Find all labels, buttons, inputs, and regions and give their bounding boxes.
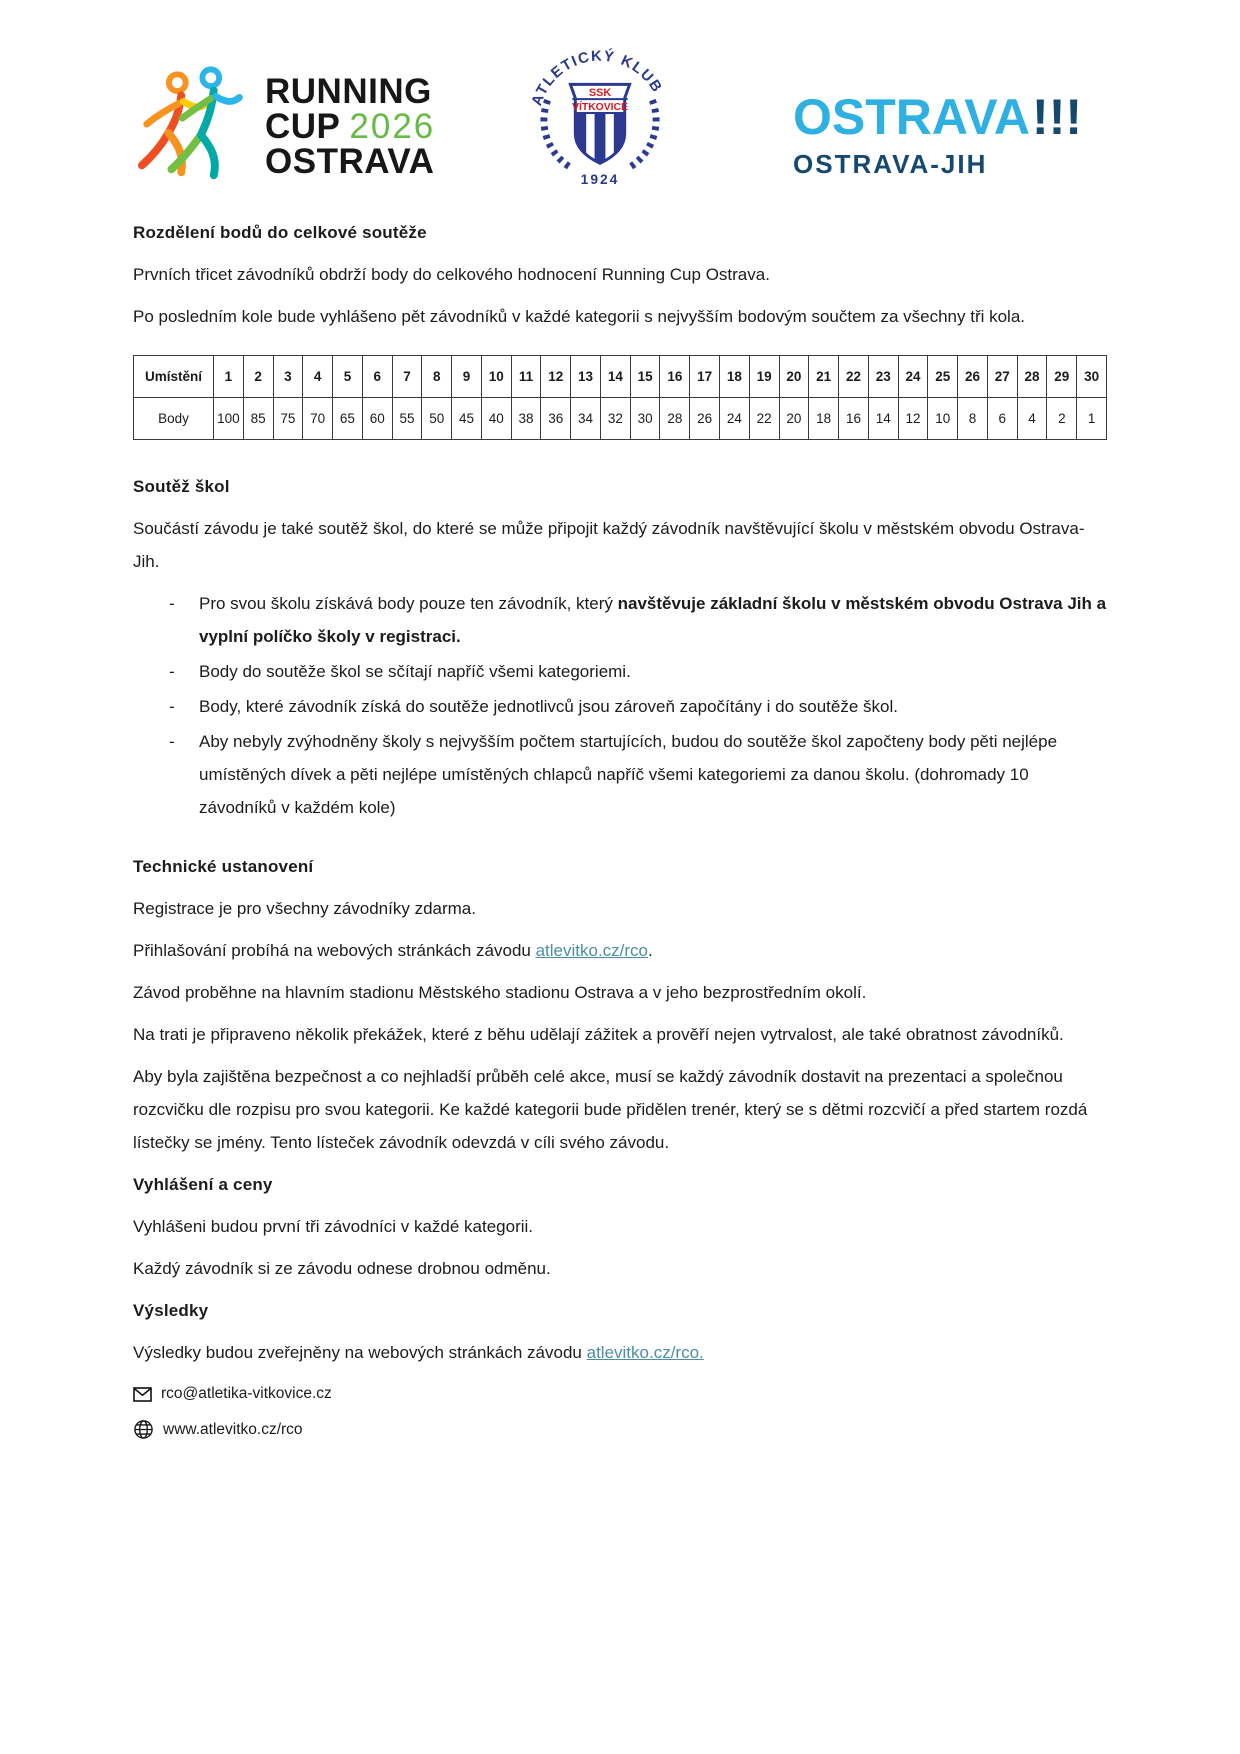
results-text: Výsledky budou zveřejněny na webových stránkách závodu <box>133 1343 587 1362</box>
laurel-right <box>630 100 656 167</box>
placement-row-label: Umístění <box>134 356 214 398</box>
placement-cell: 21 <box>809 356 839 398</box>
wordmark-line2 <box>265 106 436 146</box>
bullet-text: Body do soutěže škol se sčítají napříč všemi kategoriemi. <box>199 662 631 681</box>
points-cell: 22 <box>749 398 779 440</box>
laurel-left <box>544 100 570 167</box>
placement-cell: 11 <box>511 356 541 398</box>
athletic-club-badge <box>521 28 679 196</box>
registration-text-suffix: . <box>648 941 653 960</box>
points-cell: 32 <box>600 398 630 440</box>
section-title-schools: Soutěž škol <box>133 477 230 496</box>
paragraph-technical-5: Aby byla zajištěna bezpečnost a co nejhladší průběh celé akce, musí se každý závodník dostavit na prezentaci a společnou rozcvičku dle rozpisu pro svou kategorii. Ke každé kategorii bude přidělen trenér, který se s dětmi rozcvičí a před startem rozdá lístečky se jmény. Tento lísteček závodník odevzdá v cíli svého závodu. <box>133 1067 1088 1152</box>
placement-cell: 5 <box>333 356 363 398</box>
ostrava-wordmark <box>793 89 1082 145</box>
badge-vitkovice-text: VÍTKOVICE <box>572 102 628 114</box>
results-link[interactable]: atlevitko.cz/rco. <box>586 1343 704 1362</box>
ostrava-city-logo <box>793 89 1082 180</box>
placement-cell: 29 <box>1047 356 1077 398</box>
document-content <box>133 216 1107 1440</box>
paragraph-points-1: Prvních třicet závodníků obdrží body do celkového hodnocení Running Cup Ostrava. <box>133 265 770 284</box>
points-cell: 55 <box>392 398 422 440</box>
placement-cell: 6 <box>362 356 392 398</box>
points-cell: 12 <box>898 398 928 440</box>
placement-cell: 12 <box>541 356 571 398</box>
points-cell: 28 <box>660 398 690 440</box>
section-title-results: Výsledky <box>133 1301 209 1320</box>
points-cell: 2 <box>1047 398 1077 440</box>
points-cell: 26 <box>690 398 720 440</box>
paragraph-awards-1: Vyhlášeni budou první tři závodníci v každé kategorii. <box>133 1217 534 1236</box>
placement-cell: 9 <box>452 356 482 398</box>
runners-icon <box>133 62 261 190</box>
bullet-item <box>133 587 1107 653</box>
points-cell: 14 <box>868 398 898 440</box>
points-cell: 24 <box>720 398 750 440</box>
points-cell: 75 <box>273 398 303 440</box>
placement-cell: 28 <box>1017 356 1047 398</box>
ostrava-jih-text: OSTRAVA-JIH <box>793 149 988 179</box>
placement-row <box>134 356 1107 398</box>
points-cell: 6 <box>987 398 1017 440</box>
registration-link[interactable]: atlevitko.cz/rco <box>535 941 649 960</box>
paragraph-technical-1: Registrace je pro všechny závodníky zdarma. <box>133 899 476 918</box>
points-cell: 36 <box>541 398 571 440</box>
points-row-label: Body <box>134 398 214 440</box>
paragraph-technical-4: Na trati je připraveno několik překážek, které z běhu udělají zážitek a prověří nejen vytrvalost, ale také obratnost závodníků. <box>133 1025 1064 1044</box>
website-contact <box>133 1419 1107 1440</box>
placement-cell: 22 <box>839 356 869 398</box>
points-cell: 34 <box>571 398 601 440</box>
paragraph-technical-2 <box>133 934 1107 967</box>
points-cell: 16 <box>839 398 869 440</box>
placement-cell: 14 <box>600 356 630 398</box>
bullet-bold-text: navštěvuje základní školu v městském obvodu Ostrava Jih a vyplní políčko školy v registraci. <box>199 594 1107 646</box>
points-cell: 100 <box>214 398 244 440</box>
placement-cell: 2 <box>243 356 273 398</box>
points-cell: 20 <box>779 398 809 440</box>
points-cell: 30 <box>630 398 660 440</box>
ostrava-exclamations: !!! <box>1032 89 1082 145</box>
badge-ssk-text: SSK <box>588 87 612 100</box>
placement-cell: 8 <box>422 356 452 398</box>
points-cell: 65 <box>333 398 363 440</box>
header <box>133 0 1107 207</box>
registration-text: Přihlašování probíhá na webových stránkách závodu <box>133 941 536 960</box>
badge-arc-text: ATLETICKÝ KLUB <box>529 48 665 108</box>
placement-cell: 26 <box>958 356 988 398</box>
placement-cell: 13 <box>571 356 601 398</box>
points-cell: 60 <box>362 398 392 440</box>
website-text: www.atlevitko.cz/rco <box>163 1420 303 1438</box>
paragraph-schools-intro: Součástí závodu je také soutěž škol, do které se může připojit každý závodník navštěvující školu v městském obvodu Ostrava-Jih. <box>133 519 1085 571</box>
points-cell: 85 <box>243 398 273 440</box>
bullet-item <box>133 725 1107 824</box>
paragraph-points-2: Po posledním kole bude vyhlášeno pět závodníků v každé kategorii s nejvyšším bodovým součtem za všechny tři kola. <box>133 307 1026 326</box>
placement-cell: 18 <box>720 356 750 398</box>
envelope-icon <box>133 1387 152 1402</box>
wordmark-line3: OSTRAVA <box>265 141 435 181</box>
bullet-item <box>133 655 1107 688</box>
ostrava-text: OSTRAVA <box>793 89 1031 145</box>
points-cell: 18 <box>809 398 839 440</box>
points-row <box>134 398 1107 440</box>
bullet-text: Aby nebyly zvýhodněny školy s nejvyšším počtem startujících, budou do soutěže škol započteny body pěti nejlépe umístěných dívek a pěti nejlépe umístěných chlapců napříč všemi kategoriemi za danou školu. (dohromady 10 závodníků v každém kole) <box>199 732 1058 817</box>
placement-cell: 23 <box>868 356 898 398</box>
placement-cell: 19 <box>749 356 779 398</box>
running-cup-wordmark <box>265 71 436 181</box>
points-cell: 1 <box>1077 398 1107 440</box>
bullet-item <box>133 690 1107 723</box>
placement-cell: 27 <box>987 356 1017 398</box>
schools-bullet-list <box>133 587 1107 824</box>
placement-cell: 10 <box>481 356 511 398</box>
points-cell: 10 <box>928 398 958 440</box>
points-cell: 70 <box>303 398 333 440</box>
bullet-text: Body, které závodník získá do soutěže jednotlivců jsou zároveň započítány i do soutěže škol. <box>199 697 898 716</box>
section-title-awards: Vyhlášení a ceny <box>133 1175 273 1194</box>
placement-cell: 3 <box>273 356 303 398</box>
wordmark-year: 2026 <box>349 106 436 146</box>
placement-cell: 1 <box>214 356 244 398</box>
points-cell: 38 <box>511 398 541 440</box>
placement-cell: 17 <box>690 356 720 398</box>
placement-cell: 24 <box>898 356 928 398</box>
placement-cell: 7 <box>392 356 422 398</box>
globe-icon <box>133 1419 154 1440</box>
placement-cell: 15 <box>630 356 660 398</box>
points-cell: 8 <box>958 398 988 440</box>
placement-cell: 16 <box>660 356 690 398</box>
wordmark-cup: CUP <box>265 106 341 146</box>
points-cell: 4 <box>1017 398 1047 440</box>
badge-year-text: 1924 <box>580 171 620 188</box>
paragraph-technical-3: Závod proběhne na hlavním stadionu Městského stadionu Ostrava a v jeho bezprostředním okolí. <box>133 983 867 1002</box>
paragraph-results-1 <box>133 1336 1107 1369</box>
points-table <box>133 355 1107 440</box>
bullet-text: Pro svou školu získává body pouze ten závodník, který <box>199 594 618 613</box>
placement-cell: 20 <box>779 356 809 398</box>
section-title-technical: Technické ustanovení <box>133 857 314 876</box>
placement-cell: 4 <box>303 356 333 398</box>
placement-cell: 25 <box>928 356 958 398</box>
points-cell: 50 <box>422 398 452 440</box>
section-title-points: Rozdělení bodů do celkové soutěže <box>133 223 427 242</box>
running-cup-logo <box>133 62 435 190</box>
placement-cell: 30 <box>1077 356 1107 398</box>
points-cell: 40 <box>481 398 511 440</box>
points-cell: 45 <box>452 398 482 440</box>
paragraph-awards-2: Každý závodník si ze závodu odnese drobnou odměnu. <box>133 1259 551 1278</box>
email-text: rco@atletika-vitkovice.cz <box>161 1385 332 1402</box>
wordmark-line1: RUNNING <box>265 71 432 111</box>
email-contact <box>133 1385 1107 1403</box>
